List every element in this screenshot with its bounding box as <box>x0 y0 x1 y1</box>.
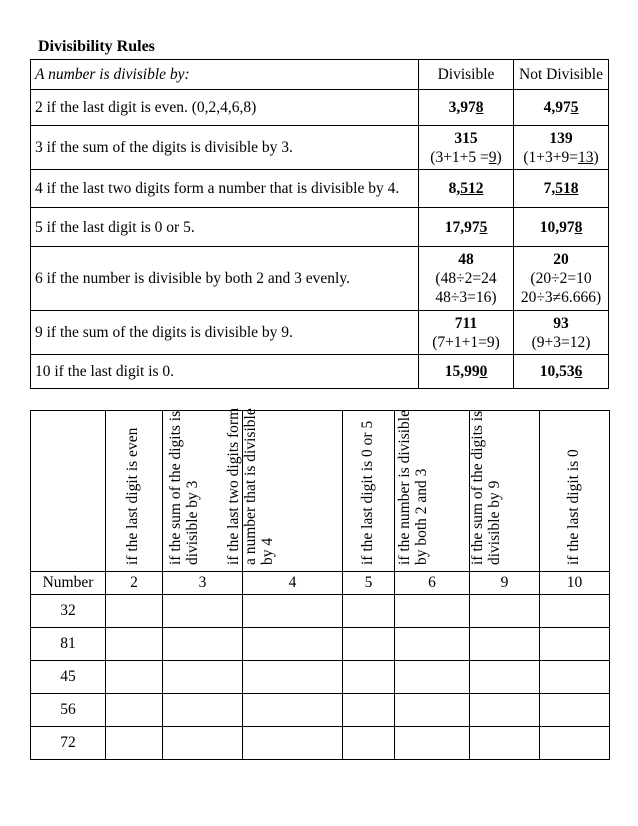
not-divisible-example: 20 (20÷2=10 20÷3≠6.666) <box>514 247 609 311</box>
divisible-example: 8,512 <box>419 170 514 208</box>
header-corner <box>31 411 106 572</box>
rule-text: 3 if the sum of the digits is divisible by 3. <box>31 126 419 170</box>
answer-cell[interactable] <box>163 694 243 727</box>
rotated-header-row <box>31 411 610 572</box>
not-divisible-example: 10,978 <box>514 208 609 247</box>
answer-cell[interactable] <box>395 628 470 661</box>
answer-cell[interactable] <box>470 661 540 694</box>
table-row <box>31 628 610 661</box>
divisible-example: 315 (3+1+5 =9) <box>419 126 514 170</box>
answer-cell[interactable] <box>395 661 470 694</box>
label-row <box>31 572 610 595</box>
answer-cell[interactable] <box>540 694 610 727</box>
divisor-label: 4 <box>243 572 343 595</box>
header-rule-10: if the last digit is 0 <box>540 411 610 572</box>
answer-cell[interactable] <box>163 727 243 760</box>
rule-row <box>31 355 609 389</box>
divisor-label: 5 <box>343 572 395 595</box>
answer-cell[interactable] <box>540 628 610 661</box>
header-rule-4: if the last two digits form a number that is divisible by 4 <box>243 411 343 572</box>
rule-row <box>31 311 609 355</box>
number-cell: 81 <box>31 628 106 661</box>
answer-cell[interactable] <box>163 595 243 628</box>
rule-text: 9 if the sum of the digits is divisible by 9. <box>31 311 419 355</box>
rule-text: 5 if the last digit is 0 or 5. <box>31 208 419 247</box>
number-cell: 56 <box>31 694 106 727</box>
practice-table <box>30 407 610 760</box>
rules-header-not-divisible: Not Divisible <box>514 60 609 90</box>
answer-cell[interactable] <box>470 694 540 727</box>
rule-row <box>31 170 609 208</box>
answer-cell[interactable] <box>343 694 395 727</box>
page-title: Divisibility Rules <box>38 38 155 55</box>
number-cell: 32 <box>31 595 106 628</box>
not-divisible-example: 139 (1+3+9=13) <box>514 126 609 170</box>
divisor-label: 6 <box>395 572 470 595</box>
answer-cell[interactable] <box>106 727 163 760</box>
answer-cell[interactable] <box>343 595 395 628</box>
rule-text: 2 if the last digit is even. (0,2,4,6,8) <box>31 90 419 126</box>
answer-cell[interactable] <box>395 595 470 628</box>
answer-cell[interactable] <box>163 661 243 694</box>
answer-cell[interactable] <box>243 661 343 694</box>
divisible-example: 3,978 <box>419 90 514 126</box>
table-row <box>31 694 610 727</box>
not-divisible-example: 10,536 <box>514 355 609 389</box>
answer-cell[interactable] <box>470 727 540 760</box>
answer-cell[interactable] <box>243 628 343 661</box>
rules-header-row <box>31 60 609 90</box>
not-divisible-example: 7,518 <box>514 170 609 208</box>
answer-cell[interactable] <box>243 595 343 628</box>
divisor-label: 3 <box>163 572 243 595</box>
rule-row <box>31 247 609 311</box>
answer-cell[interactable] <box>243 694 343 727</box>
rule-row <box>31 208 609 247</box>
rule-row <box>31 126 609 170</box>
divisor-label: 10 <box>540 572 610 595</box>
header-rule-3: if the sum of the digits is divisible by 3 <box>163 411 243 572</box>
divisible-example: 15,990 <box>419 355 514 389</box>
answer-cell[interactable] <box>163 628 243 661</box>
divisor-label: 9 <box>470 572 540 595</box>
answer-cell[interactable] <box>343 661 395 694</box>
answer-cell[interactable] <box>106 595 163 628</box>
number-cell: 45 <box>31 661 106 694</box>
answer-cell[interactable] <box>540 727 610 760</box>
number-column-label: Number <box>31 572 106 595</box>
not-divisible-example: 93 (9+3=12) <box>514 311 609 355</box>
header-rule-6: if the number is divisible by both 2 and 3 <box>395 411 470 572</box>
rules-header-divisible: Divisible <box>419 60 514 90</box>
table-row <box>31 727 610 760</box>
answer-cell[interactable] <box>540 595 610 628</box>
answer-cell[interactable] <box>106 661 163 694</box>
answer-cell[interactable] <box>343 727 395 760</box>
table-row <box>31 595 610 628</box>
header-rule-2: if the last digit is even <box>106 411 163 572</box>
answer-cell[interactable] <box>470 628 540 661</box>
header-rule-5: if the last digit is 0 or 5 <box>343 411 395 572</box>
rule-row <box>31 90 609 126</box>
answer-cell[interactable] <box>395 727 470 760</box>
divisible-example: 17,975 <box>419 208 514 247</box>
answer-cell[interactable] <box>106 694 163 727</box>
number-cell: 72 <box>31 727 106 760</box>
answer-cell[interactable] <box>470 595 540 628</box>
divisible-example: 711 (7+1+1=9) <box>419 311 514 355</box>
rule-text: 10 if the last digit is 0. <box>31 355 419 389</box>
rule-text: 4 if the last two digits form a number that is divisible by 4. <box>31 170 419 208</box>
divisible-example: 48 (48÷2=24 48÷3=16) <box>419 247 514 311</box>
header-rule-9: if the sum of the digits is divisible by 9 <box>470 411 540 572</box>
rule-text: 6 if the number is divisible by both 2 and 3 evenly. <box>31 247 419 311</box>
answer-cell[interactable] <box>243 727 343 760</box>
answer-cell[interactable] <box>540 661 610 694</box>
not-divisible-example: 4,975 <box>514 90 609 126</box>
table-row <box>31 661 610 694</box>
divisibility-rules-table <box>30 59 609 389</box>
answer-cell[interactable] <box>106 628 163 661</box>
divisor-label: 2 <box>106 572 163 595</box>
rules-header-question: A number is divisible by: <box>31 60 419 90</box>
answer-cell[interactable] <box>343 628 395 661</box>
answer-cell[interactable] <box>395 694 470 727</box>
